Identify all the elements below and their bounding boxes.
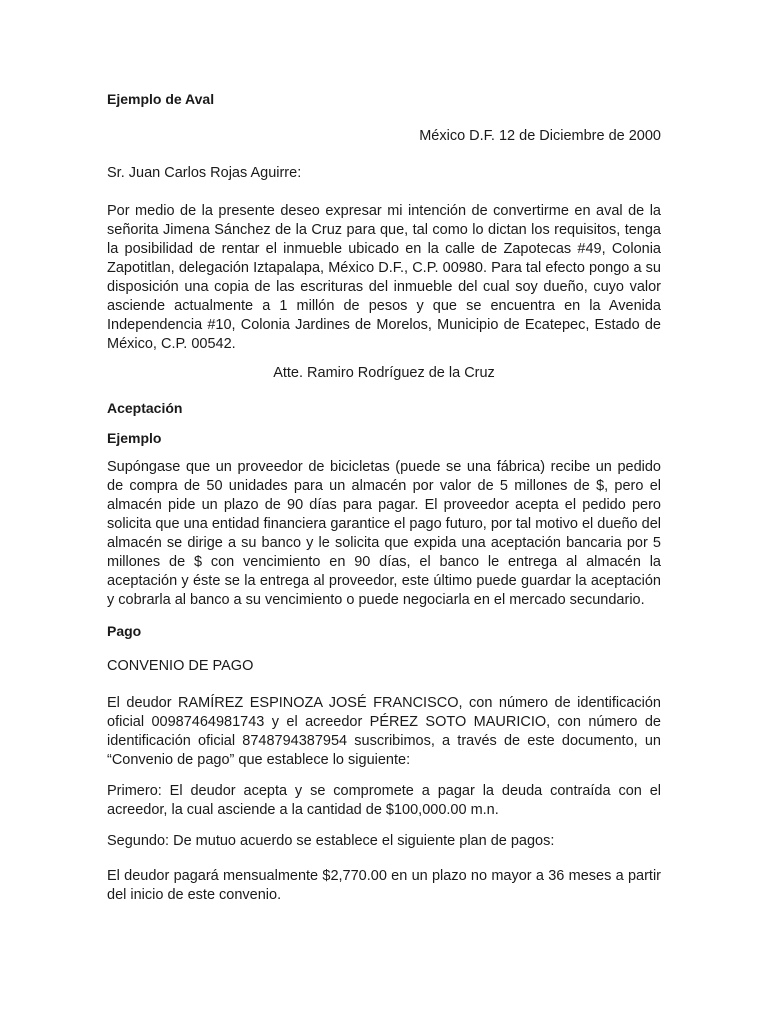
payment-plan-paragraph: El deudor pagará mensualmente $2,770.00 en un plazo no mayor a 36 meses a partir del inicio de este convenio. [107, 868, 661, 903]
signature-line: Atte. Ramiro Rodríguez de la Cruz [273, 365, 495, 381]
aceptacion-heading: Aceptación [107, 400, 183, 416]
salutation: Sr. Juan Carlos Rojas Aguirre: [107, 165, 302, 181]
ejemplo-heading: Ejemplo [107, 430, 162, 446]
document-page [107, 90, 661, 905]
document-date: México D.F. 12 de Diciembre de 2000 [419, 128, 661, 144]
document-title: Ejemplo de Aval [107, 91, 215, 107]
clause-primero: Primero: El deudor acepta y se compromete a pagar la deuda contraída con el acreedor, la cual asciende a la cantidad de $100,000.00 m.n. [107, 783, 661, 818]
ejemplo-paragraph: Supóngase que un proveedor de bicicletas (puede se una fábrica) recibe un pedido de compra de 50 unidades para un almacén por valor de 5 millones de $, pero el almacén pide un plazo de 90 días para pagar. El proveedor acepta el pedido pero solicita que una entidad financiera garantice el pago futuro, por tal motivo el dueño del almacén se dirige a su banco y le solicita que expida una aceptación bancaria por 5 millones de $ con vencimiento en 90 días, el banco le entrega al almacén la aceptación y éste se la entrega al proveedor, este último puede guardar la aceptación y cobrarla al banco a su vencimiento o puede negociarla en el mercado secundario. [107, 459, 661, 608]
aval-letter-body: Por medio de la presente deseo expresar mi intención de convertirme en aval de la señorita Jimena Sánchez de la Cruz para que, tal como lo dictan los requisitos, tenga la posibilidad de rentar el inmueble ubicado en la calle de Zapotecas #49, Colonia Zapotitlan, delegación Iztapalapa, México D.F., C.P. 00980. Para tal efecto pongo a su disposición una copia de las escrituras del inmueble del cual soy dueño, cuyo valor asciende actualmente a 1 millón de pesos y que se encuentra en la Avenida Independencia #10, Colonia Jardines de Morelos, Municipio de Ecatepec, Estado de México, C.P. 00542. [107, 203, 661, 352]
convenio-title: CONVENIO DE PAGO [107, 658, 254, 674]
pago-heading: Pago [107, 623, 142, 639]
convenio-intro-paragraph: El deudor RAMÍREZ ESPINOZA JOSÉ FRANCISCO, con número de identificación oficial 00987464981743 y el acreedor PÉREZ SOTO MAURICIO, con número de identificación oficial 8748794387954 suscribimos, a través de este documento, un “Convenio de pago” que establece lo siguiente: [107, 695, 661, 768]
clause-segundo: Segundo: De mutuo acuerdo se establece el siguiente plan de pagos: [107, 833, 555, 849]
